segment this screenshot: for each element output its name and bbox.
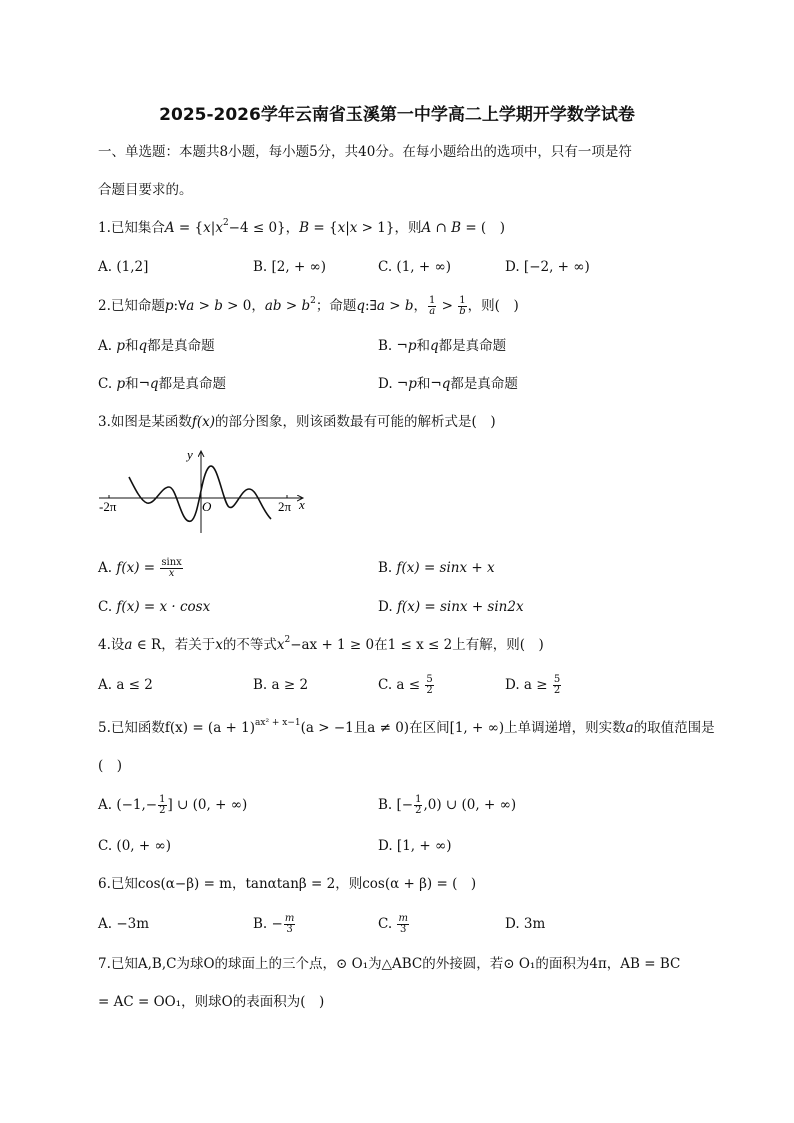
x-axis-label: x (299, 497, 305, 512)
q5-option-d: D. [1, + ∞) (378, 838, 452, 854)
q2-option-a: A. p和q都是真命题 (98, 338, 215, 354)
section-instructions-line2: 合题目要求的。 (98, 182, 193, 198)
question-6: 6.已知cos(α−β) = m，tanαtanβ = 2，则cos(α + β) = ( ) (98, 876, 477, 892)
q1-option-a: A. (1,2] (98, 259, 149, 275)
q1-option-d: D. [−2, + ∞) (505, 259, 590, 275)
q2-option-c: C. p和¬q都是真命题 (98, 376, 227, 392)
question-3: 3.如图是某函数f(x)的部分图象，则该函数最有可能的解析式是( ) (98, 414, 496, 430)
q6-option-d: D. 3m (505, 916, 546, 932)
question-7-line2: = AC = OO₁，则球O的表面积为( ) (98, 994, 325, 1010)
pos-2pi-label: 2π (278, 499, 292, 514)
q6-option-a: A. −3m (98, 916, 150, 932)
q3-option-c: C. f(x) = x · cosx (98, 599, 211, 615)
question-5-line2: ( ) (98, 758, 123, 774)
q3-option-b: B. f(x) = sinx + x (378, 560, 495, 576)
q1-option-b: B. [2, + ∞) (253, 259, 327, 275)
q1-option-c: C. (1, + ∞) (378, 259, 451, 275)
question-4: 4.设a ∈ R，若关于x的不等式$x^2-ax + 1 \ge 0$在1 ≤ x ≤ 2上有解，则( ) (98, 635, 544, 653)
q4-option-c: C. a ≤ $\frac{5}{2}$ (378, 674, 433, 696)
q4-option-b: B. a ≥ 2 (253, 677, 309, 693)
question-5: 5.已知函数$f(x) = (a + 1)^{ax^2 + x-1}(a > -1$且a ≠ 0)在区间[1, + ∞)上单调递增，则实数a的取值范围是 (98, 718, 715, 736)
function-graph (95, 445, 315, 540)
q4-option-d: D. a ≥ $\frac{5}{2}$ (505, 674, 561, 696)
section-instructions-line1: 一、单选题：本题共8小题，每小题5分，共40分。在每小题给出的选项中，只有一项是符 (98, 144, 632, 160)
q5-option-a: A. (−1,− $\frac{1}{2}$ ] ∪ (0, + ∞) (98, 794, 248, 816)
question-2: 2.已知命题p:∀a > b > 0，ab > $b^2$；命题q:∃a > b， $\frac{1}{a}$ > $\frac{1}{b}$ ，则( ) (98, 295, 519, 317)
q2-option-b: B. ¬p和q都是真命题 (378, 338, 507, 354)
q5-option-b: B. [− $\frac{1}{2}$ ,0) ∪ (0, + ∞) (378, 794, 517, 816)
q3-option-d: D. f(x) = sinx + sin2x (378, 599, 524, 615)
question-7-line1: 7.已知A,B,C为球O的球面上的三个点，⊙ O₁为△ABC的外接圆，若⊙ O₁的面积为4π，AB = BC (98, 956, 681, 972)
function-curve (129, 466, 271, 521)
q2-option-d: D. ¬p和¬q都是真命题 (378, 376, 518, 392)
neg-2pi-label: -2π (99, 499, 117, 514)
q6-option-c: C. $\frac{m}{3}$ (378, 913, 408, 935)
q5-option-c: C. (0, + ∞) (98, 838, 171, 854)
q4-option-a: A. a ≤ 2 (98, 677, 153, 693)
q3-option-a: A. f(x) = $\frac{\sin x}{x}$ (98, 557, 182, 579)
q6-option-b: B. − $\frac{m}{3}$ (253, 913, 295, 935)
y-axis-label: y (187, 447, 193, 462)
question-1: 1.已知集合$A = \{x|x^2-4 \le 0\}$，B = {x|x > 1}，则A ∩ B = ( ) (98, 218, 505, 236)
page-title: 2025-2026学年云南省玉溪第一中学高二上学期开学数学试卷 (159, 105, 635, 125)
origin-label: O (202, 499, 212, 514)
